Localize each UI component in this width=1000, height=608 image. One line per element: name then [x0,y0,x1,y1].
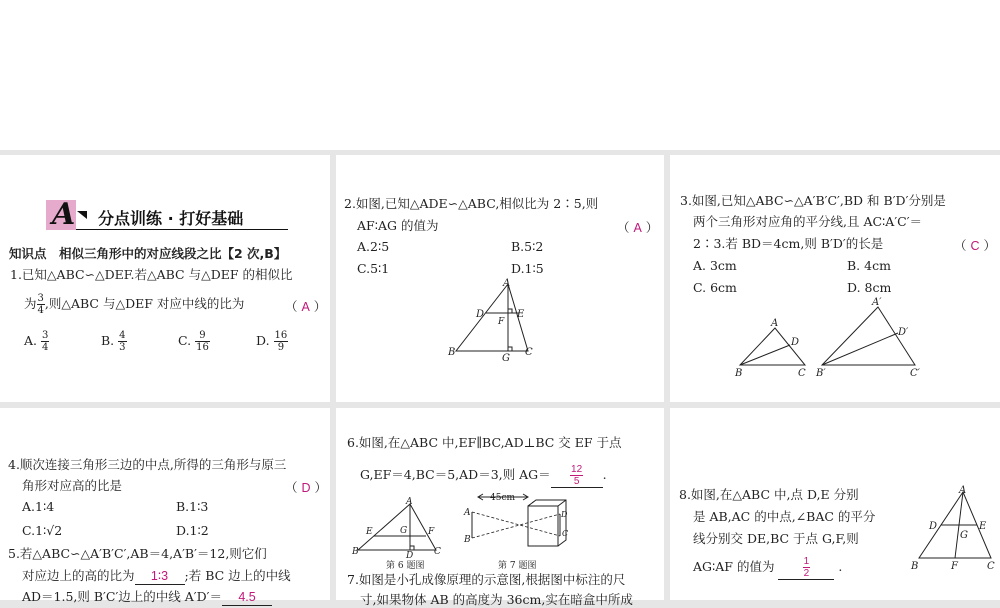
q1-option-b[interactable]: B. $\frac{4}{3}$ [101,330,126,353]
q8-label-d: D [929,521,938,532]
q3-option-b[interactable]: B. 4cm [847,258,891,273]
q8-line1: 8.如图,在△ABC 中,点 D,E 分别 [679,487,859,502]
q3-option-c[interactable]: C. 6cm [693,280,737,295]
q6-label-g: G [400,526,408,536]
q3-label-d2: D′ [898,327,909,338]
q8-label-c: C [987,561,995,572]
q2-option-b[interactable]: B.5∶2 [511,239,544,254]
q6-label-d: D [406,551,414,561]
q1-line2: 为 $\frac{3}{4}$ ,则△ABC 与△DEF 对应中线的比为 [24,293,245,316]
q8-label-e: E [979,521,987,532]
q5-line1: 5.若△ABC∽△A′B′C′,AB＝4,A′B′＝12,则它们 [8,546,267,561]
q6-label-c: C [434,547,441,557]
q1-option-d[interactable]: D. $\frac{16}{9}$ [256,330,288,353]
q7-figure [460,490,580,572]
q3-option-d[interactable]: D. 8cm [847,280,892,295]
q6-line1: 6.如图,在△ABC 中,EF∥BC,AD⊥BC 交 EF 于点 [347,435,622,450]
q7-dimension: 45cm [490,493,516,503]
q2-label-c: C [525,347,533,358]
q5-line3: AD＝1.5,则 B′C′边上的中线 A′D′＝ 4.5 [22,589,272,606]
q8-figure [905,484,1000,574]
section-letter: A [52,197,76,232]
q6-label-b: B [352,547,359,557]
q8-answer: $\frac{1}{2}$ [778,556,834,580]
q3-option-a[interactable]: A. 3cm [693,258,737,273]
q3-answer: （ C ） [954,238,996,253]
q3-figure [728,295,928,380]
q2-line1: 2.如图,已知△ADE∽△ABC,相似比为 2∶5,则 [344,196,599,211]
q3-line2: 两个三角形对应角的平分线,且 AC∶A′C′＝ [693,214,923,229]
q8-line4: AG∶AF 的值为 $\frac{1}{2}$ . [693,556,843,579]
q1-ratio-fraction: $\frac{3}{4}$ [37,293,44,316]
q6-label-f: F [428,527,435,537]
q6-answer: $\frac{12}{5}$ [551,464,603,488]
q6-line2: G,EF＝4,BC＝5,AD＝3,则 AG＝ $\frac{12}{5}$ . [360,464,607,487]
q2-label-b: B [448,347,456,358]
q3-label-b: B [735,368,743,379]
q7-line1: 7.如图是小孔成像原理的示意图,根据图中标注的尺 [347,572,626,587]
q2-option-d[interactable]: D.1∶5 [511,261,544,276]
knowledge-point: 知识点 相似三角形中的对应线段之比【2 次,B】 [9,246,287,261]
q4-option-d[interactable]: D.1∶2 [176,523,209,538]
badge-arrow-icon [77,211,87,219]
q7-label-b: B [464,535,471,545]
section-title: 分点训练 · 打好基础 [98,209,244,228]
q4-option-b[interactable]: B.1∶3 [176,499,209,514]
q2-label-d: D [476,309,485,320]
section-underline [76,229,288,230]
q5-answer1: 1∶3 [135,568,185,585]
q6-figure [348,494,448,572]
q2-option-c[interactable]: C.5∶1 [357,261,390,276]
q3-line3: 2∶3.若 BD＝4cm,则 B′D′的长是 [693,236,884,251]
q4-option-a[interactable]: A.1∶4 [22,499,55,514]
q8-line2: 是 AB,AC 的中点,∠BAC 的平分 [693,509,876,524]
q2-answer: （ A ） [617,220,659,235]
q2-figure [440,276,550,366]
q3-label-a2: A′ [872,297,882,308]
q6-label-e: E [366,527,373,537]
q2-label-g: G [502,353,510,364]
q3-label-b2: B′ [816,368,826,379]
q8-line3: 线分别交 DE,BC 于点 G,F,则 [693,531,859,546]
q3-label-c2: C′ [910,368,920,379]
q5-line2: 对应边上的高的比为 1∶3 ;若 BC 边上的中线 [22,568,291,583]
top-blank-area [0,0,1000,150]
q2-option-a[interactable]: A.2∶5 [357,239,390,254]
q4-line1: 4.顺次连接三角形三边的中点,所得的三角形与原三 [8,457,287,472]
q3-label-a: A [771,318,779,329]
q8-label-a: A [959,485,967,496]
q7-line2: 寸,如果物体 AB 的高度为 36cm,实在暗盒中所成 [360,592,633,607]
q6-figure-caption: 第 6 题图 [386,561,425,571]
q2-label-a: A [503,278,511,289]
q2-label-e: E [517,309,525,320]
q7-figure-caption: 第 7 题图 [498,561,537,571]
q3-line1: 3.如图,已知△ABC∽△A′B′C′,BD 和 B′D′分别是 [680,193,946,208]
q7-label-d: D [561,510,568,519]
q3-label-c: C [798,368,806,379]
q2-label-f: F [498,317,505,327]
q8-label-g: G [960,530,968,541]
q4-option-c[interactable]: C.1∶√2 [22,523,63,538]
q2-line2: AF∶AG 的值为 [357,218,439,233]
q7-label-c: C [562,529,569,538]
q1-option-c[interactable]: C. $\frac{9}{16}$ [178,330,209,353]
section-header [46,197,288,232]
q1-answer: （ A ） [285,299,327,314]
q8-label-f: F [951,561,958,572]
q7-label-a: A [464,508,471,518]
q1-line1: 1.已知△ABC∽△DEF.若△ABC 与△DEF 的相似比 [10,267,293,282]
q4-line2: 角形对应高的比是 [22,478,123,493]
q8-label-b: B [911,561,919,572]
q3-label-d: D [791,337,800,348]
q4-answer: （ D ） [285,480,327,495]
q5-answer2: 4.5 [222,589,272,606]
q1-option-a[interactable]: A. $\frac{3}{4}$ [24,330,49,353]
q6-label-a: A [406,497,413,507]
